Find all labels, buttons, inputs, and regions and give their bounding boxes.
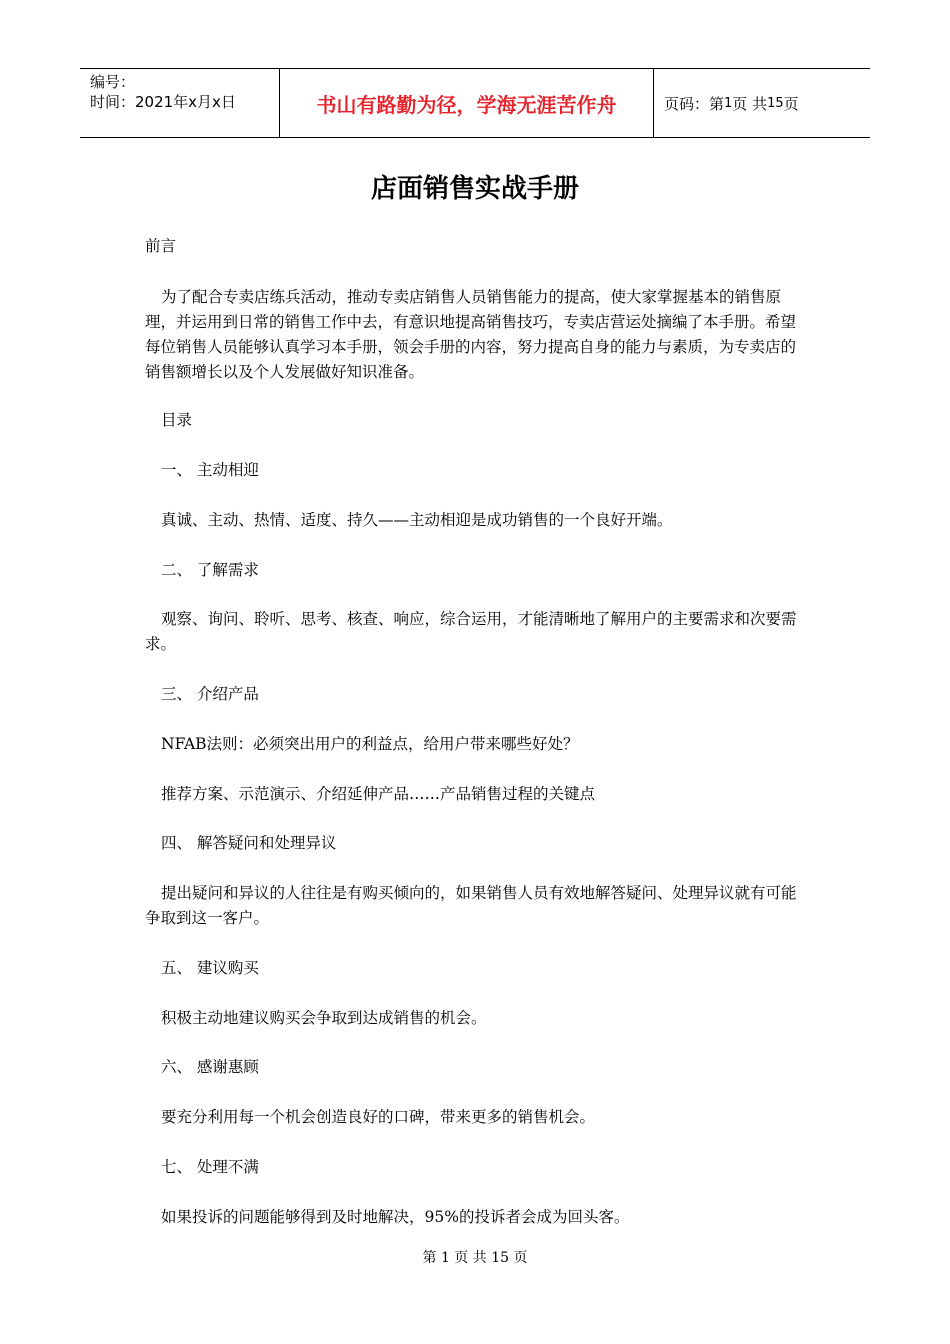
header-page-cell (654, 69, 870, 137)
document-time-label: 时间：2021年x月x日 (90, 93, 236, 111)
header-motto: 书山有路勤为径，学海无涯苦作舟 (280, 69, 654, 137)
section-heading-3: 三、 介绍产品 (161, 685, 259, 703)
preface-paragraph: 为了配合专卖店练兵活动，推动专卖店销售人员销售能力的提高，使大家掌握基本的销售原理，并运用到日常的销售工作中去，有意识地提高销售技巧，专卖店营运处摘编了本手册。希望每位销售人员能够认真学习本手册，领会手册的内容，努力提高自身的能力与素质，为专卖店的销售额增长以及个人发展做好知识准备。 (145, 288, 797, 381)
header-table (80, 68, 870, 138)
section-text-7: 如果投诉的问题能够得到及时地解决，95%的投诉者会成为回头客。 (161, 1208, 630, 1226)
document-number-label: 编号： (90, 73, 136, 91)
section-text-6: 要充分利用每一个机会创造良好的口碑，带来更多的销售机会。 (161, 1108, 596, 1126)
section-text-5: 积极主动地建议购买会争取到达成销售的机会。 (161, 1009, 487, 1027)
section-heading-7: 七、 处理不满 (161, 1158, 259, 1176)
section-text-4: 提出疑问和异议的人往往是有购买倾向的，如果销售人员有效地解答疑问、处理异议就有可能争取到这一客户。 (145, 884, 797, 927)
preface-heading: 前言 (145, 237, 177, 255)
section-text-3b: 推荐方案、示范演示、介绍延伸产品……产品销售过程的关键点 (161, 785, 596, 803)
section-heading-6: 六、 感谢惠顾 (161, 1058, 259, 1076)
section-text-3a: NFAB法则：必须突出用户的利益点，给用户带来哪些好处？ (161, 735, 579, 753)
section-text-1: 真诚、主动、热情、适度、持久——主动相迎是成功销售的一个良好开端。 (161, 511, 673, 529)
page-prefix: 页码：第 (664, 94, 725, 113)
section-heading-2: 二、 了解需求 (161, 561, 259, 579)
toc-heading: 目录 (161, 411, 193, 429)
page-footer: 第 1 页 共 15 页 (422, 1250, 528, 1266)
page-mid: 页 共 (732, 94, 768, 113)
page-number: 1 (724, 95, 733, 111)
page-title: 店面销售实战手册 (370, 174, 579, 204)
page-suffix: 页 (783, 94, 799, 113)
section-heading-1: 一、 主动相迎 (161, 461, 259, 479)
header-meta-cell (80, 69, 280, 137)
section-heading-5: 五、 建议购买 (161, 959, 259, 977)
section-text-2: 观察、询问、聆听、思考、核查、响应，综合运用，才能清晰地了解用户的主要需求和次要需求。 (145, 610, 797, 653)
section-heading-4: 四、 解答疑问和处理异议 (161, 834, 337, 852)
page-total: 15 (767, 95, 784, 111)
